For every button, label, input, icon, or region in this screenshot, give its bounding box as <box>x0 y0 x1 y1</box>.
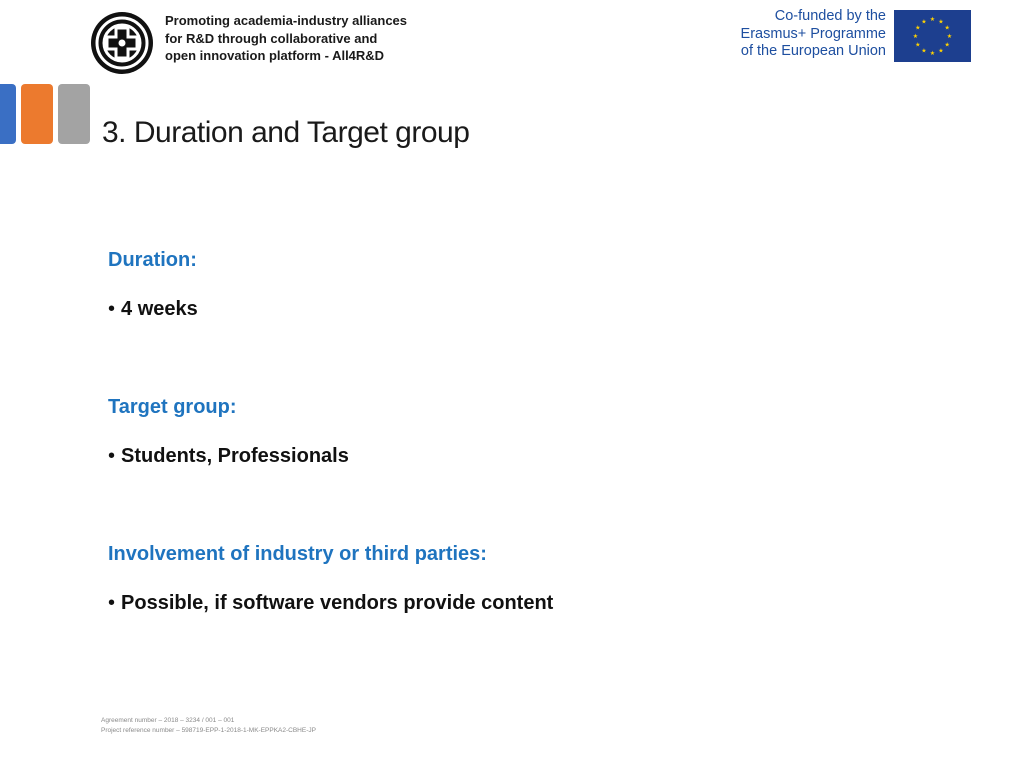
project-title-line: Promoting academia-industry alliances <box>165 13 408 28</box>
footer <box>101 716 316 736</box>
bullet-text: Students, Professionals <box>121 445 349 467</box>
section-heading-involvement: Involvement of industry or third parties: <box>108 543 487 565</box>
decor-bar-blue <box>0 84 16 144</box>
svg-text:★: ★ <box>912 33 919 40</box>
project-title-line: for R&D through collaborative and <box>165 30 378 46</box>
bullet-text: 4 weeks <box>121 298 198 320</box>
svg-text:★: ★ <box>946 33 953 40</box>
svg-text:★: ★ <box>929 16 936 23</box>
bullet-item-involvement <box>108 592 553 615</box>
project-title <box>165 12 465 65</box>
footer-reference: Project reference number – 598719-EPP-1-2018-1-MK-EPPKA2-CBHE-JP <box>101 727 316 734</box>
cofunded-line: Co-funded by the <box>774 8 886 24</box>
svg-text:★: ★ <box>929 50 936 57</box>
bullet-item-target-group <box>108 445 349 468</box>
all4rd-logo-icon <box>89 10 155 76</box>
project-title-line: open innovation platform - All4R&D <box>165 48 385 63</box>
bullet-dot-icon: • <box>108 445 116 467</box>
decor-bar-gray <box>58 84 90 144</box>
bullet-item-duration <box>108 298 198 321</box>
cofunded-line: Erasmus+ Programme <box>740 25 886 42</box>
bullet-dot-icon: • <box>108 298 116 320</box>
section-heading-target-group: Target group: <box>108 396 237 418</box>
svg-text:★: ★ <box>944 41 950 49</box>
svg-text:★: ★ <box>938 47 944 55</box>
slide-title: 3. Duration and Target group <box>102 116 470 149</box>
cofunded-line: of the European Union <box>740 43 886 59</box>
decor-bar-orange <box>21 84 53 144</box>
svg-text:★: ★ <box>938 18 944 26</box>
svg-text:★: ★ <box>921 47 927 55</box>
bullet-dot-icon: • <box>108 592 116 614</box>
cofunded-text <box>724 8 886 61</box>
svg-text:★: ★ <box>944 24 950 32</box>
svg-text:★: ★ <box>915 41 921 49</box>
eu-flag-icon <box>894 10 971 62</box>
section-heading-duration: Duration: <box>108 249 197 271</box>
footer-agreement: Agreement number – 2018 – 3234 / 001 – 001 <box>101 717 235 724</box>
svg-text:★: ★ <box>915 24 921 32</box>
bullet-text: Possible, if software vendors provide content <box>121 592 554 614</box>
svg-text:★: ★ <box>921 18 927 26</box>
